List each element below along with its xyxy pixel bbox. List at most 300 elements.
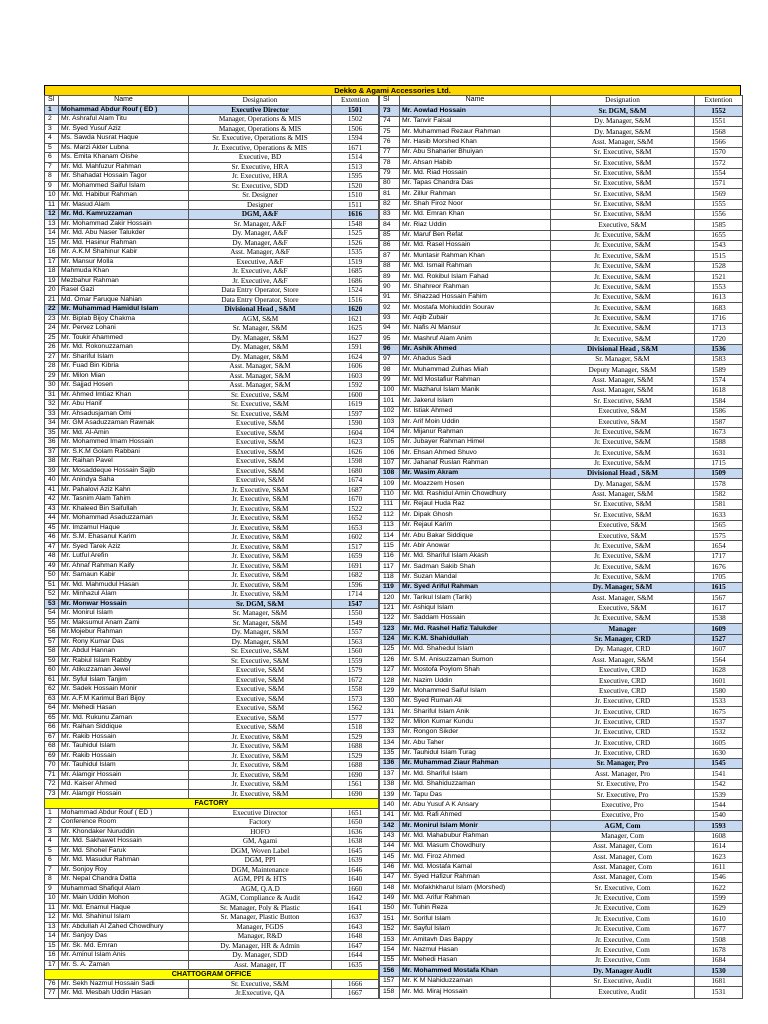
sl-cell: 5 <box>45 846 59 856</box>
table-row <box>45 656 379 666</box>
table-row <box>380 427 743 437</box>
table-row <box>380 520 743 530</box>
table-row <box>45 238 379 248</box>
table-row <box>45 894 379 904</box>
extension-cell: 1645 <box>332 846 379 856</box>
designation-cell: Jr. Executive, S&M <box>189 580 332 590</box>
designation-cell: DGM, Woven Label <box>189 846 332 856</box>
designation-cell: Executive, S&M <box>189 419 332 429</box>
table-row <box>380 810 743 820</box>
sl-cell: 40 <box>45 476 59 486</box>
name-cell: Mr. Syed Ariful Rahman <box>400 582 551 592</box>
extension-cell: 1514 <box>332 153 379 163</box>
name-cell: Mr. K.M. Shahidullah <box>400 634 551 644</box>
extension-cell: 1650 <box>332 818 379 828</box>
designation-cell: Executive, S&M <box>189 704 332 714</box>
sl-cell: 29 <box>45 371 59 381</box>
extension-cell: 1527 <box>695 634 743 644</box>
sl-cell: 97 <box>380 354 400 364</box>
name-cell: Mr. Mohammad Asaduzzaman <box>59 514 189 524</box>
name-cell: Mr. Mohammed Imam Hossain <box>59 438 189 448</box>
designation-cell: Asst. Manager, S&M <box>551 386 695 396</box>
sl-cell: 94 <box>380 323 400 333</box>
name-cell: Mr. Mazharul Islam Manik <box>400 386 551 396</box>
sl-cell: 134 <box>380 738 400 748</box>
extension-cell: 1675 <box>695 707 743 717</box>
table-row <box>45 229 379 239</box>
designation-cell: Jr. Executive, S&M <box>189 732 332 742</box>
extension-cell: 1628 <box>695 665 743 675</box>
sl-cell: 100 <box>380 386 400 396</box>
sl-header: Sl <box>380 96 400 106</box>
section-title: CHATTOGRAM OFFICE <box>45 970 379 980</box>
designation-cell: Sr. DGM, S&M <box>551 106 695 116</box>
table-row <box>380 189 743 199</box>
sl-cell: 45 <box>45 523 59 533</box>
extension-cell: 1522 <box>332 504 379 514</box>
name-cell: Mr. Md. Rokibul Islam Fahad <box>400 272 551 282</box>
sl-cell: 25 <box>45 333 59 343</box>
extension-cell: 1596 <box>332 580 379 590</box>
table-row <box>45 647 379 657</box>
designation-cell: Asst. Manager, Com <box>551 852 695 862</box>
name-cell: Md. Kaiser Ahmed <box>59 780 189 790</box>
sl-cell: 151 <box>380 914 400 924</box>
extension-cell: 1554 <box>695 168 743 178</box>
table-row <box>45 162 379 172</box>
extension-cell: 1686 <box>332 276 379 286</box>
name-cell: Mr. Md. Shariful Islam <box>400 769 551 779</box>
designation-cell: Asst. Manager, S&M <box>189 362 332 372</box>
designation-cell: Sr. Manager, Plastic Button <box>189 913 332 923</box>
sl-cell: 15 <box>45 238 59 248</box>
extension-cell: 1629 <box>695 904 743 914</box>
sl-cell: 88 <box>380 261 400 271</box>
name-cell: Mr. Masud Alam <box>59 200 189 210</box>
extension-cell: 1549 <box>332 618 379 628</box>
table-row <box>380 468 743 478</box>
designation-cell: Dy. Manager, CRD <box>551 645 695 655</box>
extension-cell: 1674 <box>332 476 379 486</box>
name-header: Name <box>59 96 189 106</box>
extension-cell: 1585 <box>695 220 743 230</box>
extension-cell: 1690 <box>332 770 379 780</box>
name-cell: Mr. Sayful Islam <box>400 924 551 934</box>
designation-cell: Jr. Executive, Com <box>551 945 695 955</box>
sl-cell: 53 <box>45 599 59 609</box>
designation-cell: DGM, PPI <box>189 856 332 866</box>
name-cell: Mr. Suzan Mandal <box>400 572 551 582</box>
table-row <box>45 172 379 182</box>
sl-cell: 43 <box>45 504 59 514</box>
sl-cell: 105 <box>380 437 400 447</box>
designation-cell: Jr. Executive, Com <box>551 955 695 965</box>
table-row <box>380 696 743 706</box>
name-cell: Mr. S.K.M Golam Rabbani <box>59 447 189 457</box>
extension-cell: 1611 <box>695 862 743 872</box>
table-row <box>45 523 379 533</box>
name-cell: Mr. Md. Rokonuzzaman <box>59 343 189 353</box>
name-cell: Mr. Md. Enamul Haque <box>59 903 189 913</box>
extension-cell: 1605 <box>695 738 743 748</box>
table-row <box>45 485 379 495</box>
sl-cell: 145 <box>380 852 400 862</box>
designation-cell: Designer <box>189 200 332 210</box>
designation-cell: Sr. Executive, Audit <box>551 976 695 986</box>
name-cell: Mr. Alamgir Hossain <box>59 770 189 780</box>
designation-cell: Executive, Audit <box>551 986 695 998</box>
sl-cell: 13 <box>45 219 59 229</box>
extension-cell: 1680 <box>332 466 379 476</box>
name-cell: Mr. Md. Rukunu Zaman <box>59 713 189 723</box>
table-row <box>380 437 743 447</box>
designation-cell: Asst. Manager, Pro <box>551 769 695 779</box>
table-row <box>380 748 743 758</box>
extension-cell: 1683 <box>695 303 743 313</box>
table-row <box>380 199 743 209</box>
table-row <box>380 168 743 178</box>
extension-cell: 1619 <box>332 400 379 410</box>
sl-cell: 107 <box>380 458 400 468</box>
designation-cell: Jr. Executive, S&M <box>189 485 332 495</box>
sl-cell: 47 <box>45 542 59 552</box>
name-cell: Mr. Tapu Das <box>400 790 551 800</box>
extension-cell: 1609 <box>695 624 743 634</box>
name-cell: Mezbahur Rahman <box>59 276 189 286</box>
sl-cell: 73 <box>45 789 59 799</box>
designation-cell: Executive, Pro <box>551 810 695 820</box>
extension-cell: 1621 <box>332 314 379 324</box>
sl-cell: 11 <box>45 903 59 913</box>
extension-cell: 1602 <box>332 533 379 543</box>
sl-cell: 91 <box>380 292 400 302</box>
name-cell: Mr. Pervez Lohani <box>59 324 189 334</box>
table-row <box>45 846 379 856</box>
table-row <box>45 333 379 343</box>
designation-cell: Asst. Manager, S&M <box>551 137 695 147</box>
designation-cell: Manager, Operations & MIS <box>189 115 332 125</box>
sl-cell: 3 <box>45 124 59 134</box>
extension-cell: 1537 <box>695 717 743 727</box>
name-cell: Mr. Md. Rasel Hossain <box>400 241 551 251</box>
designation-cell: AGM, Compliance & Audit <box>189 894 332 904</box>
sl-cell: 38 <box>45 457 59 467</box>
extension-cell: 1672 <box>332 675 379 685</box>
designation-cell: Executive, A&F <box>189 257 332 267</box>
designation-cell: Sr. Executive, S&M <box>551 396 695 406</box>
name-cell: Mr. Monirul Islam Monir <box>400 821 551 831</box>
name-cell: Mr. Md. Mahmudul Hasan <box>59 580 189 590</box>
table-row <box>380 717 743 727</box>
designation-cell: Jr. Executive, S&M <box>189 495 332 505</box>
sl-cell: 79 <box>380 168 400 178</box>
sl-cell: 157 <box>380 976 400 986</box>
table-row <box>380 313 743 323</box>
extension-cell: 1546 <box>695 872 743 882</box>
sl-cell: 48 <box>45 552 59 562</box>
designation-cell: Jr. Executive, S&M <box>551 427 695 437</box>
extension-directory-sheet <box>44 85 741 999</box>
sl-cell: 133 <box>380 727 400 737</box>
extension-cell: 1572 <box>695 158 743 168</box>
extension-cell: 1558 <box>332 685 379 695</box>
name-cell: Mr. Md. Shahiduzzaman <box>400 779 551 789</box>
name-cell: Mr. Rejaul Huda Raz <box>400 500 551 510</box>
sl-cell: 76 <box>380 137 400 147</box>
name-cell: Mr. S.M. Ehasanul Karim <box>59 533 189 543</box>
extension-cell: 1589 <box>695 365 743 375</box>
section-title: FACTORY <box>45 799 379 809</box>
table-row <box>380 914 743 924</box>
sheet-columns <box>44 95 741 999</box>
table-row <box>45 324 379 334</box>
designation-cell: Executive, CRD <box>551 676 695 686</box>
designation-cell: Jr. Executive, CRD <box>551 727 695 737</box>
sl-cell: 18 <box>45 267 59 277</box>
right-table-body <box>380 96 743 999</box>
designation-cell: Jr.Executive, QA <box>189 989 332 999</box>
table-row <box>380 790 743 800</box>
name-cell: Mr. Md. Hasinur Rahman <box>59 238 189 248</box>
table-row <box>45 371 379 381</box>
sl-cell: 147 <box>380 872 400 882</box>
table-row <box>380 158 743 168</box>
extension-cell: 1627 <box>332 333 379 343</box>
name-cell: Mr. Abu Bakar Siddique <box>400 531 551 541</box>
table-header-row <box>45 96 379 106</box>
extension-cell: 1604 <box>332 428 379 438</box>
extension-cell: 1509 <box>695 468 743 478</box>
sl-cell: 52 <box>45 590 59 600</box>
name-cell: Mr. Rejaul Karim <box>400 520 551 530</box>
extension-cell: 1684 <box>695 955 743 965</box>
name-cell: Mr. Khondaker Nuruddin <box>59 827 189 837</box>
designation-cell: Divisional Head , S&M <box>551 344 695 354</box>
table-row <box>380 230 743 240</box>
designation-cell: Sr. Executive, S&M <box>189 390 332 400</box>
extension-cell: 1606 <box>332 362 379 372</box>
designation-cell: Asst. Manager, Com <box>551 862 695 872</box>
sl-cell: 2 <box>45 818 59 828</box>
sl-cell: 58 <box>45 647 59 657</box>
section-header-row <box>45 799 379 809</box>
table-row <box>45 704 379 714</box>
designation-cell: Jr. Executive, S&M <box>551 613 695 623</box>
designation-cell: Jr. Executive, S&M <box>551 458 695 468</box>
table-row <box>380 613 743 623</box>
sl-cell: 17 <box>45 960 59 970</box>
table-row <box>380 593 743 603</box>
designation-cell: Jr. Executive, S&M <box>189 742 332 752</box>
sl-cell: 67 <box>45 732 59 742</box>
name-cell: Mr. Rabiul Islam Rabby <box>59 656 189 666</box>
designation-cell: AGM, PPI & HTS <box>189 875 332 885</box>
designation-cell: Manager <box>551 624 695 634</box>
designation-cell: Jr. Executive, Com <box>551 893 695 903</box>
sl-cell: 118 <box>380 572 400 582</box>
table-row <box>45 599 379 609</box>
name-cell: Mr. Abdul Hannan <box>59 647 189 657</box>
designation-cell: Executive Director <box>189 808 332 818</box>
name-cell: Mr. Muhammad Zulhas Miah <box>400 365 551 375</box>
extension-cell: 1562 <box>332 704 379 714</box>
extension-cell: 1690 <box>332 789 379 799</box>
extension-cell: 1626 <box>332 447 379 457</box>
table-row <box>380 582 743 592</box>
extension-cell: 1582 <box>695 489 743 499</box>
name-cell: Mr. Minhazul Alam <box>59 590 189 600</box>
table-row <box>45 580 379 590</box>
designation-cell: Dy. Manager, S&M <box>189 628 332 638</box>
name-cell: Mr. Saddam Hossain <box>400 613 551 623</box>
table-row <box>380 862 743 872</box>
name-cell: Mr. Arif Moin Uddin <box>400 417 551 427</box>
sl-cell: 8 <box>45 875 59 885</box>
sl-cell: 122 <box>380 613 400 623</box>
name-cell: Mr. Mohammed Saiful Islam <box>400 686 551 696</box>
left-directory-table <box>44 95 379 999</box>
name-cell: Mr. Hasib Morshed Khan <box>400 137 551 147</box>
name-cell: Mr. Tasnim Alam Tahim <box>59 495 189 505</box>
table-row <box>380 966 743 976</box>
extension-cell: 1581 <box>695 500 743 510</box>
extension-header: Extention <box>695 96 743 106</box>
sl-cell: 130 <box>380 696 400 706</box>
table-row <box>380 924 743 934</box>
table-row <box>45 352 379 362</box>
table-row <box>45 856 379 866</box>
sl-cell: 51 <box>45 580 59 590</box>
name-cell: Mr. Md. Abu Naser Talukder <box>59 229 189 239</box>
name-cell: Mr. Toukir Ahammed <box>59 333 189 343</box>
designation-cell: Jr. Executive, CRD <box>551 696 695 706</box>
table-row <box>45 637 379 647</box>
name-cell: Mr. Md. Shohel Faruk <box>59 846 189 856</box>
extension-cell: 1513 <box>332 162 379 172</box>
name-cell: Mr. Mosaddeque Hossain Sajib <box>59 466 189 476</box>
designation-cell: Jr. Executive, S&M <box>551 323 695 333</box>
designation-cell: Jr. Executive, Com <box>551 924 695 934</box>
extension-cell: 1646 <box>332 865 379 875</box>
table-row <box>45 305 379 315</box>
table-row <box>380 334 743 344</box>
sl-cell: 14 <box>45 229 59 239</box>
sl-cell: 102 <box>380 406 400 416</box>
designation-cell: Executive, S&M <box>189 447 332 457</box>
name-cell: Ms. Emita Khanam Oishe <box>59 153 189 163</box>
designation-cell: Jr. Executive, S&M <box>189 780 332 790</box>
table-row <box>380 127 743 137</box>
designation-cell: Jr. Executive, S&M <box>551 241 695 251</box>
table-row <box>45 875 379 885</box>
table-row <box>45 504 379 514</box>
sl-cell: 4 <box>45 134 59 144</box>
table-row <box>45 381 379 391</box>
name-cell: Mr. GM Asaduzzaman Rawnak <box>59 419 189 429</box>
designation-cell: Executive, CRD <box>551 665 695 675</box>
name-cell: Mr. Nepal Chandra Datta <box>59 875 189 885</box>
designation-cell: Jr. Executive, Com <box>551 914 695 924</box>
name-cell: Mr. Md. Rashidul Amin Chowdhury <box>400 489 551 499</box>
designation-cell: Jr. Executive, A&F <box>189 276 332 286</box>
sl-cell: 11 <box>45 200 59 210</box>
designation-cell: Sr. Manager, Poly & Plastic <box>189 903 332 913</box>
designation-cell: Executive, S&M <box>189 685 332 695</box>
table-row <box>380 634 743 644</box>
name-cell: Mr. Alamgir Hossain <box>59 789 189 799</box>
name-cell: Mr. Abu Hanif <box>59 400 189 410</box>
sl-cell: 32 <box>45 400 59 410</box>
table-row <box>380 676 743 686</box>
designation-cell: Jr. Executive, S&M <box>189 514 332 524</box>
table-row <box>45 951 379 961</box>
sl-cell: 6 <box>45 856 59 866</box>
table-row <box>380 707 743 717</box>
extension-cell: 1568 <box>695 127 743 137</box>
name-cell: Mr. Mostofa Poylom Shah <box>400 665 551 675</box>
extension-cell: 1519 <box>332 257 379 267</box>
table-row <box>45 438 379 448</box>
table-row <box>45 514 379 524</box>
table-row <box>380 106 743 116</box>
designation-cell: Sr. Executive, S&M <box>189 656 332 666</box>
sl-cell: 96 <box>380 344 400 354</box>
sl-cell: 54 <box>45 609 59 619</box>
extension-cell: 1608 <box>695 831 743 841</box>
name-cell: Mr. Md. Mesbah Uddin Hasan <box>59 989 189 999</box>
table-row <box>45 960 379 970</box>
extension-cell: 1557 <box>332 628 379 638</box>
sl-cell: 143 <box>380 831 400 841</box>
sl-cell: 138 <box>380 779 400 789</box>
name-cell: Mr. Maruf Ben Refat <box>400 230 551 240</box>
extension-cell: 1705 <box>695 572 743 582</box>
extension-cell: 1666 <box>332 979 379 989</box>
table-row <box>380 178 743 188</box>
sl-cell: 28 <box>45 362 59 372</box>
extension-cell: 1588 <box>695 437 743 447</box>
name-cell: Mr. Ahmed Imtiaz Khan <box>59 390 189 400</box>
sl-cell: 15 <box>45 941 59 951</box>
name-cell: Mr. Milon Kumar Kundu <box>400 717 551 727</box>
name-cell: Mahmuda Khan <box>59 267 189 277</box>
extension-cell: 1531 <box>695 986 743 998</box>
sl-cell: 9 <box>45 181 59 191</box>
sl-cell: 5 <box>45 143 59 153</box>
extension-cell: 1517 <box>332 542 379 552</box>
extension-cell: 1622 <box>695 883 743 893</box>
name-cell: Mr. Mohammed Mostafa Khan <box>400 966 551 976</box>
table-row <box>45 571 379 581</box>
name-cell: Mr. Soriful Islam <box>400 914 551 924</box>
designation-cell: Jr. Executive, S&M <box>189 761 332 771</box>
sl-cell: 95 <box>380 334 400 344</box>
designation-header: Designation <box>551 96 695 106</box>
table-row <box>380 904 743 914</box>
table-row <box>45 447 379 457</box>
name-cell: Mr. Ashraful Alam Titu <box>59 115 189 125</box>
name-cell: Mr. Monwar Hossain <box>59 599 189 609</box>
table-row <box>380 541 743 551</box>
extension-cell: 1579 <box>332 666 379 676</box>
name-cell: Mr. Md. Riad Hossain <box>400 168 551 178</box>
extension-cell: 1544 <box>695 800 743 810</box>
designation-cell: Data Entry Operator, Store <box>189 286 332 296</box>
extension-cell: 1670 <box>332 495 379 505</box>
sl-cell: 64 <box>45 704 59 714</box>
designation-cell: Jr. Executive, S&M <box>551 313 695 323</box>
designation-cell: AGM, Com <box>551 821 695 831</box>
